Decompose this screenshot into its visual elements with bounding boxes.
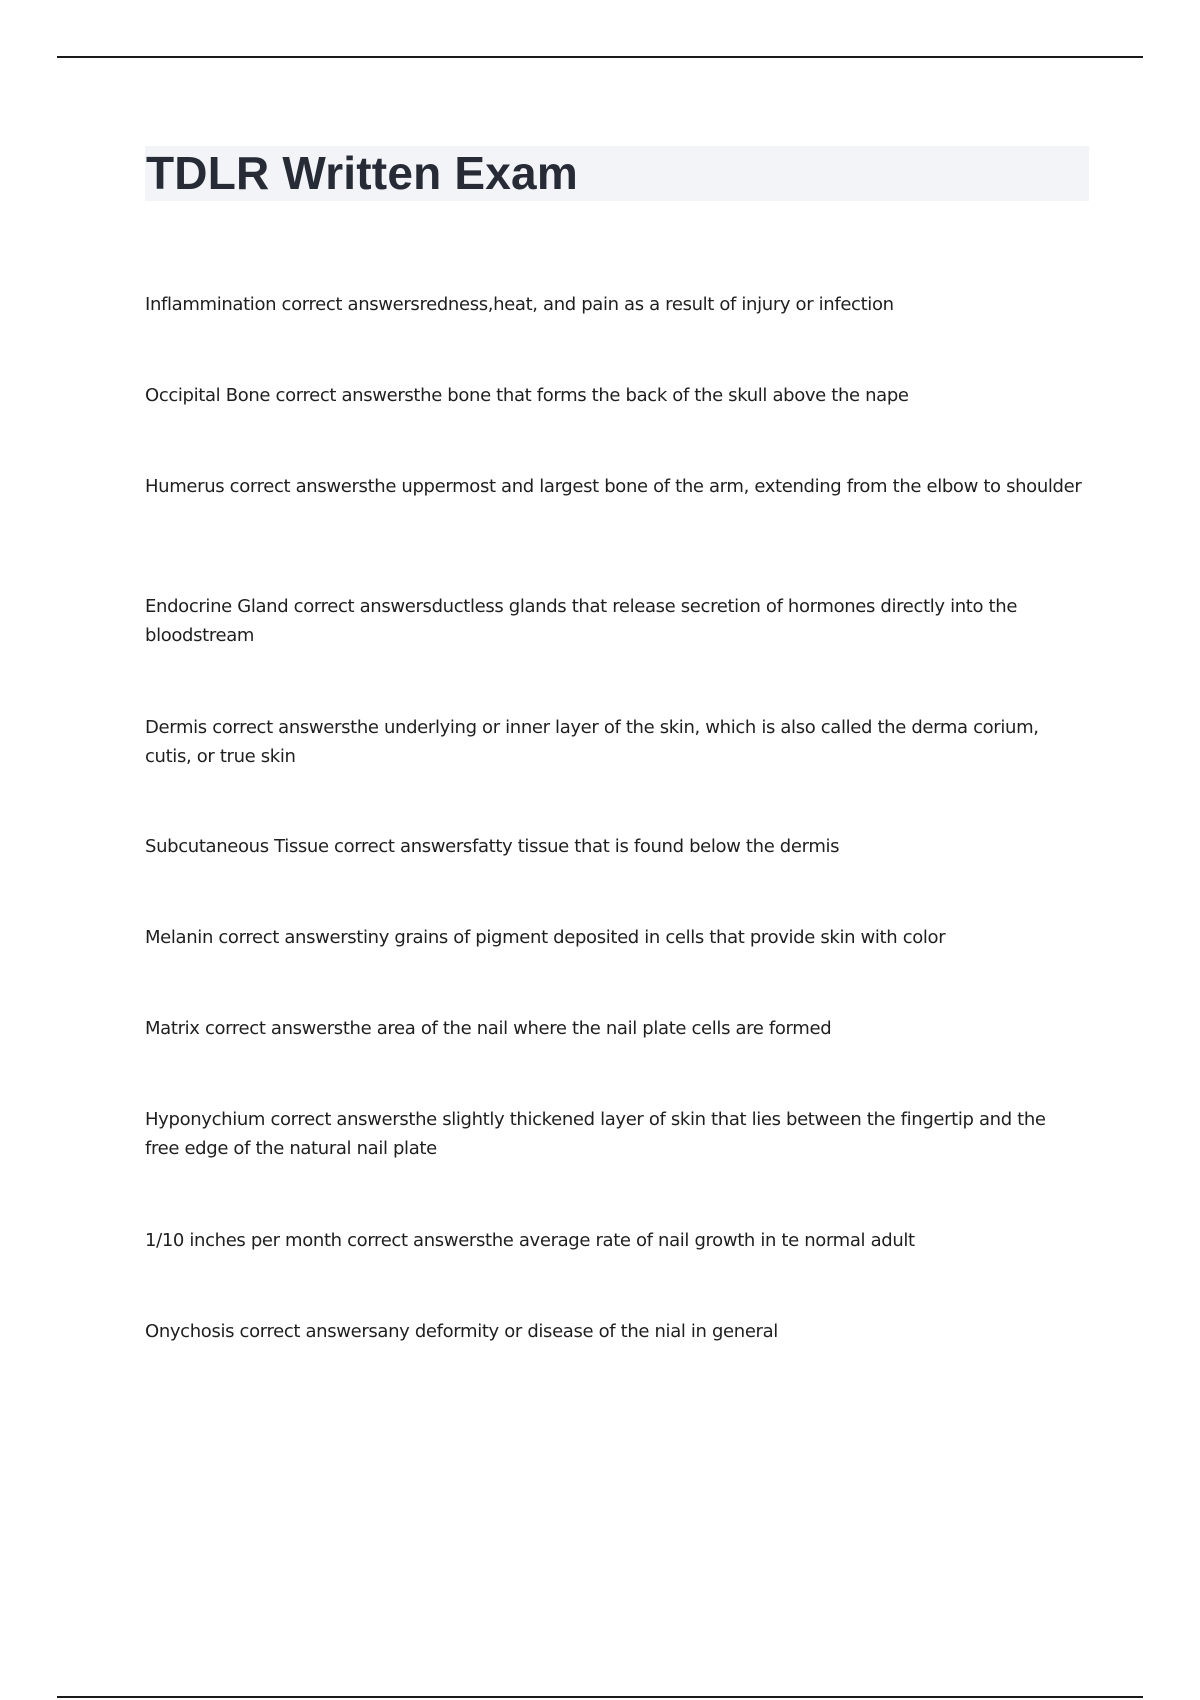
flashcard-entry	[145, 713, 1085, 771]
entry-answer-label: correct answers	[265, 1109, 409, 1130]
entry-answer-label: correct answers	[199, 1018, 343, 1039]
entry-definition: the slightly thickened layer of skin that lies between the fingertip and the free edge of the natural nail plate	[145, 1109, 1046, 1159]
entry-definition: tiny grains of pigment deposited in cells that provide skin with color	[356, 927, 946, 948]
entry-definition: the uppermost and largest bone of the arm, extending from the elbow to shoulder	[367, 476, 1082, 497]
entry-definition: the underlying or inner layer of the skin, which is also called the derma corium, cutis, or true skin	[145, 717, 1039, 767]
flashcard-entry	[145, 1317, 1085, 1346]
page-title: TDLR Written Exam	[146, 147, 578, 199]
entry-definition: redness,heat, and pain as a result of injury or infection	[419, 294, 894, 315]
flashcard-entry	[145, 923, 1085, 952]
entry-term: 1/10 inches per month	[145, 1230, 342, 1251]
entry-definition: fatty tissue that is found below the dermis	[471, 836, 840, 857]
entry-answer-label: correct answers	[206, 717, 351, 738]
entry-answer-label: correct answers	[328, 836, 472, 857]
entry-answer-label: correct answers	[341, 1230, 485, 1251]
entry-term: Hyponychium	[145, 1109, 266, 1130]
entry-answer-label: correct answers	[288, 596, 432, 617]
flashcard-entry	[145, 592, 1085, 650]
entry-term: Melanin	[145, 927, 214, 948]
entry-term: Subcutaneous Tissue	[145, 836, 329, 857]
entry-term: Endocrine Gland	[145, 596, 289, 617]
entry-answer-label: correct answers	[234, 1321, 378, 1342]
flashcard-entry	[145, 290, 1085, 319]
flashcard-entry	[145, 1014, 1085, 1043]
entry-definition: ductless glands that release secretion of hormones directly into the bloodstream	[145, 596, 1018, 646]
entry-term: Occipital Bone	[145, 385, 271, 406]
flashcard-entry	[145, 472, 1085, 501]
entry-term: Onychosis	[145, 1321, 235, 1342]
flashcard-entry	[145, 832, 1085, 861]
entry-definition: the area of the nail where the nail plate cells are formed	[342, 1018, 832, 1039]
flashcard-entry	[145, 1226, 1085, 1255]
bottom-divider	[57, 1696, 1143, 1698]
entry-definition: the bone that forms the back of the skull above the nape	[413, 385, 909, 406]
entry-definition: the average rate of nail growth in te normal adult	[485, 1230, 915, 1251]
entry-answer-label: correct answers	[276, 294, 420, 315]
entry-definition: any deformity or disease of the nial in general	[377, 1321, 778, 1342]
entry-term: Inflammination	[145, 294, 277, 315]
entry-term: Dermis	[145, 717, 207, 738]
flashcard-entry	[145, 1105, 1085, 1163]
top-divider	[57, 56, 1143, 58]
entry-answer-label: correct answers	[213, 927, 357, 948]
entry-answer-label: correct answers	[224, 476, 368, 497]
entry-term: Matrix	[145, 1018, 200, 1039]
entry-term: Humerus	[145, 476, 225, 497]
flashcard-entry	[145, 381, 1085, 410]
entry-answer-label: correct answers	[270, 385, 414, 406]
